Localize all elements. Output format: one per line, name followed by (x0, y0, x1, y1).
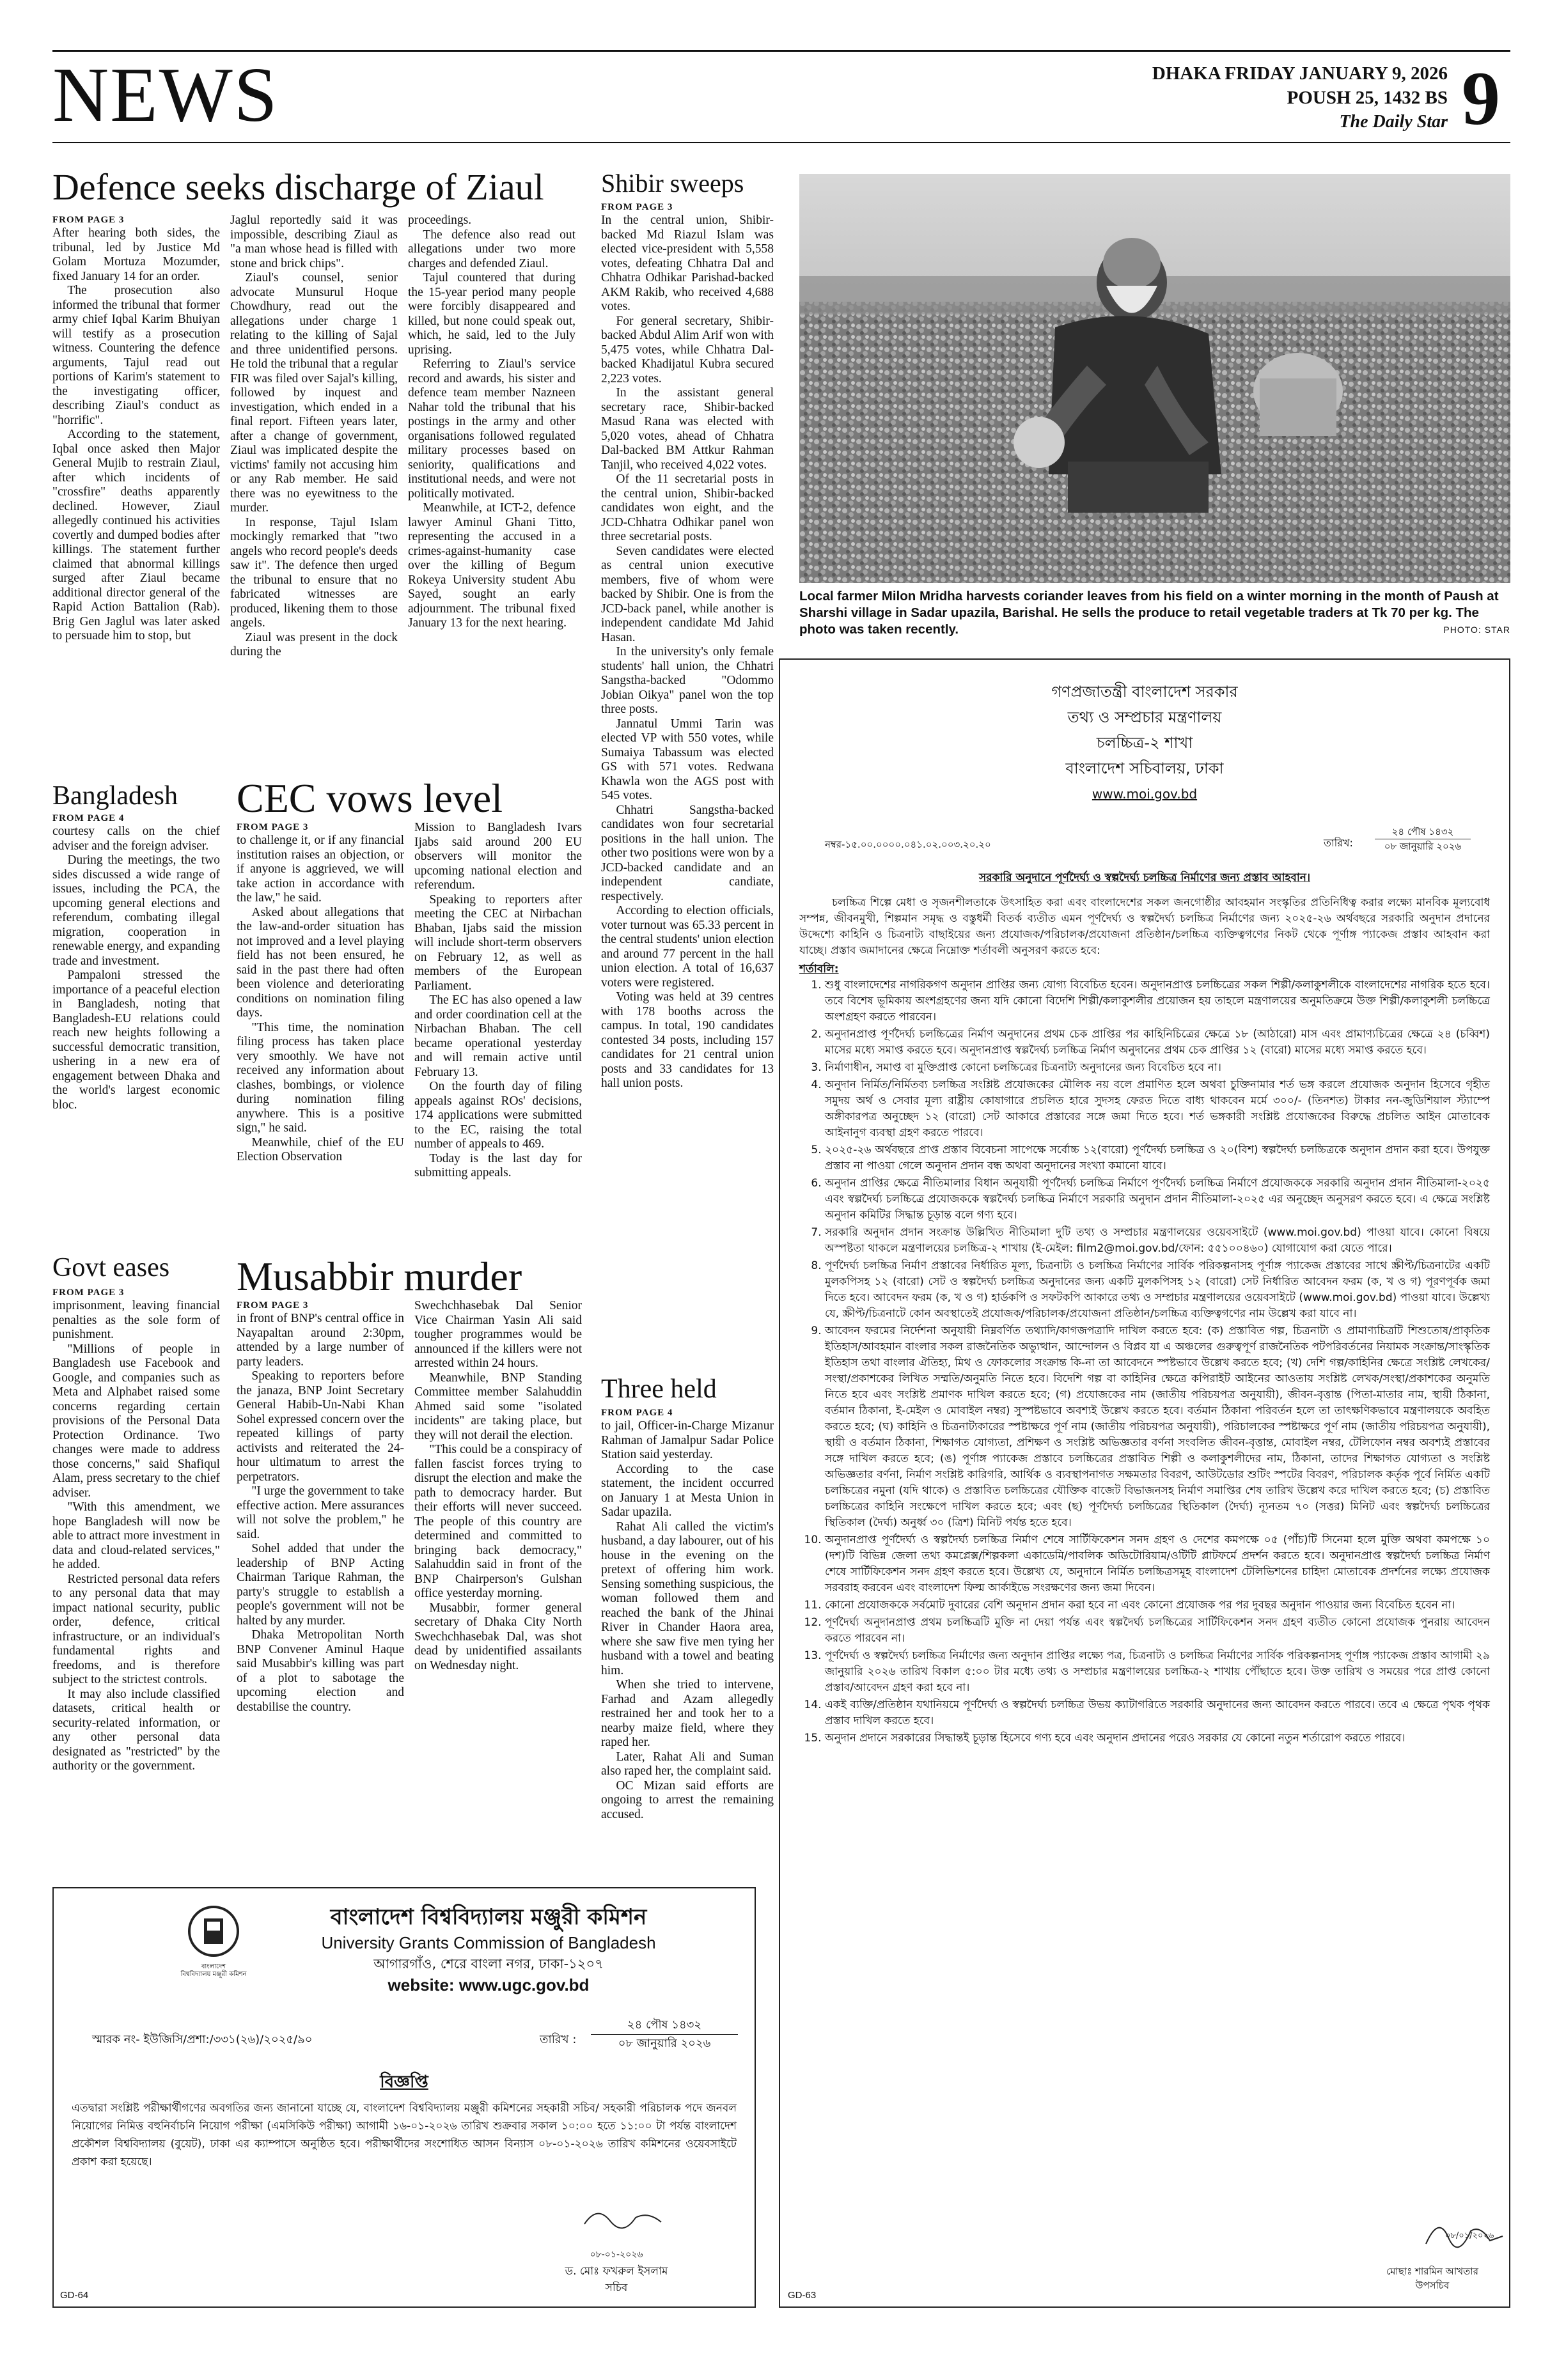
paragraph: Of the 11 secretarial posts in the central union, Shibir-backed candidates won eight, and the JCD-Chhatra Odhikar panel won three secretarial posts. (601, 472, 774, 543)
article-text (52, 1299, 220, 1774)
jump-from: FROM PAGE 4 (601, 1408, 673, 1418)
masthead-rule (52, 142, 1510, 143)
paragraph: For general secretary, Shibir-backed Abdul Alim Arif won with 5,475 votes, while Chhatra Dal-backed Khadijatul Kubra secured 2,223 votes. (601, 314, 774, 385)
defence-col-2 (230, 214, 398, 776)
paragraph: Asked about allegations that the law-and-order situation has not improved and a level playing field has not been ensured, he said in the past there had often been violence and deteriorating conditions on nomination filing days. (237, 905, 404, 1020)
paragraph: Chhatri Sangstha-backed candidates won four secretarial positions in the hall union. The other two positions were won by a JCD-backed candidate and an independent candiate, respectively. (601, 803, 774, 903)
moi-term: 7. সরকারি অনুদান প্রদান সংক্রান্ত উল্লিখিত নীতিমালা দুটি তথ্য ও সম্প্রচার মন্ত্রণালয়ের ওয়েবসাইটে (www.moi.gov.bd) পাওয়া যাবে। কোনো বিষয়ে অস্পষ্টতা থাকলে মন্ত্রণালয়ের চলচ্চিত্র-২ শাখায় (ই-মেইল: film2@moi.gov.bd/ফোন: ৫৫১০০৪৬০) যোগাযোগ করা যেতে পারে। (825, 1225, 1490, 1257)
headline-defence: Defence seeks discharge of Ziaul (52, 166, 544, 208)
article-text (414, 1299, 582, 1673)
paragraph: to jail, Officer-in-Charge Mizanur Rahman of Jamalpur Sadar Police Station said yesterday. (601, 1419, 774, 1461)
paragraph: OC Mizan said efforts are ongoing to arrest the remaining accused. (601, 1778, 774, 1821)
paragraph: proceedings. (408, 214, 472, 227)
moi-term: 1. শুধু বাংলাদেশের নাগরিকগণ অনুদান প্রাপ্তির জন্য যোগ্য বিবেচিত হবেন। অনুদানপ্রাপ্ত চলচ্চিত্রের সকল শিল্পী/কলাকুশলীকে বাংলাদেশের নাগরিক হতে হবে। তবে বিশেষ ভূমিকায় অংশগ্রহণের জন্য যদি কোনো বিদেশি শিল্পী/কলাকুশলীর প্রয়োজন হয় তাহলে মন্ত্রণালয়ের অনুমতিক্রমে উক্ত শিল্পী/কলাকুশলী চলচ্চিত্রে অংশগ্রহণ করতে পারবেন। (825, 977, 1490, 1025)
paragraph: Rahat Ali called the victim's husband, a day labourer, out of his house in the evening on the pretext of offering him work. Sensing something suspicious, the woman followed them and reached the bank of the Jhinai River in Chander Haora area, where she saw five men tying her husband with a towel and beating him. (601, 1520, 774, 1677)
paragraph: "This could be a conspiracy of fallen fascist forces trying to disrupt the election and make the path to democracy harder. But their efforts will never succeed. The people of this country are determined and committed to bringing back democracy," Salahuddin said in front of the BNP Chairperson's Gulshan office yesterday morning. (414, 1443, 582, 1600)
headline-shibir: Shibir sweeps (601, 169, 744, 198)
moi-term: 15. অনুদান প্রদানে সরকারের সিদ্ধান্তই চূড়ান্ত হিসেবে গণ্য হবে এবং অনুদান প্রদানের পরেও সরকার যে কোনো নতুন শর্তারোপ করতে পারবে। (825, 1731, 1490, 1746)
jump-from: FROM PAGE 3 (237, 1300, 309, 1311)
moi-terms-label: শর্তাবলি: (799, 963, 839, 976)
paragraph: Ziaul's counsel, senior advocate Munsurul Hoque Chowdhury, read out the allegations under charge 1 relating to the killing of Sajal and three unidentified persons. He told the tribunal that a regular FIR was filed over Sajal's killing, followed by inquest and investigation, which ended in a final report. Fifteen years later, after a change of government, Ziaul was implicated despite the victims' family not accusing him or any Rab member. He said there was no eyewitness to the murder. (230, 271, 398, 515)
paragraph: It may also include classified datasets, critical health or security-related information, or any other personal data designated as "restricted" by the authority or the government. (52, 1687, 220, 1773)
moi-term: 6. অনুদান প্রাপ্তির ক্ষেত্রে নীতিমালার বিধান অনুযায়ী পূর্ণদৈর্ঘ্য চলচ্চিত্র নির্মাণে পূর্ণদৈর্ঘ্য চলচ্চিত্র নির্মাণে প্রযোজককে সরকারি অনুদান প্রদান নীতিমালা-২০২৫ এবং স্বল্পদৈর্ঘ্য চলচ্চিত্রে প্রযোজককে স্বল্পদৈর্ঘ্য চলচ্চিত্র নির্মাণে সরকারি অনুদান প্রদান নীতিমালা-২০২৫ এর অনুচ্ছেদ অনুসরণ করতে হবে। এ ক্ষেত্রে সংশ্লিষ্ট অনুদান কমিটির সিদ্ধান্ত চূড়ান্ত বলে গণ্য হবে। (825, 1176, 1490, 1224)
ugc-signer-title: সচিব (605, 2282, 628, 2294)
moi-line-2: তথ্য ও সম্প্রচার মন্ত্রণালয় (1067, 708, 1222, 726)
jump-from: FROM PAGE 3 (237, 822, 309, 832)
paragraph: Musabbir, former general secretary of Dhaka City North Swechchhasebak Dal, was shot dead by unidentified assailants on Wednesday night. (414, 1601, 582, 1672)
ugc-title-english: University Grants Commission of Bangladesh (321, 1933, 656, 1952)
moi-term: 4. অনুদান নির্মিত/নির্মিতব্য চলচ্চিত্র সংশ্লিষ্ট প্রযোজকের মৌলিক নয় বলে প্রমাণিত হলে অথবা চুক্তিনামার শর্ত ভঙ্গ করলে প্রযোজক অনুদান হিসেবে গৃহীত সমুদয় অর্থ ও সেবার মূল্য রাষ্ট্রীয় কোষাগারে প্রচলিত হারে সুদসহ ফেরত দিতে বাধ্য থাকবেন মর্মে ৩০০/- (তিনশত) টাকার নন-জুডিশিয়াল স্ট্যাম্পে অঙ্গীকারপত্র অনুচ্ছেদ ১২ (বারো) সেট আকারে প্রস্তাবের সঙ্গে জমা দিতে হবে। শর্ত ভঙ্গকারী সংশ্লিষ্ট প্রযোজকের বিরুদ্ধে প্রচলিত আইন মোতাবেক আইনানুগ ব্যবস্থা গ্রহণ করতে পারবে। (825, 1077, 1490, 1141)
dateline (1152, 61, 1448, 134)
moi-line-3: চলচ্চিত্র-২ শাখা (1096, 734, 1193, 752)
paragraph: In the assistant general secretary race, Shibir-backed Masud Rana was elected with 5,020 votes, ahead of Chhatra Dal-backed BM Attkur Rahman Tanjil, who received 4,022 votes. (601, 386, 774, 472)
moi-term: 5. ২০২৫-২৬ অর্থবছরে প্রাপ্ত প্রস্তাব বিবেচনা সাপেক্ষে সর্বোচ্চ ১২(বারো) পূর্ণদৈর্ঘ্য চলচ্চিত্র ও ২০(বিশ) স্বল্পদৈর্ঘ্য চলচ্চিত্রকে অনুদান প্রদান করা হবে। উপযুক্ত প্রস্তাব না পাওয়া গেলে অনুদান প্রদান বন্ধ অথবা অনুদানের সংখ্যা কমানো যাবে। (825, 1142, 1490, 1174)
paragraph: According to election officials, voter turnout was 65.33 percent in the central students' union election and around 77 percent in the hall union election. A total of 16,637 voters were registered. (601, 904, 774, 990)
paragraph: Today is the last day for submitting appeals. (414, 1151, 582, 1179)
paragraph: On the fourth day of filing appeals against ROs' decisions, 174 applications were submitted to the EC, raising the total number of appeals to 469. (414, 1080, 582, 1151)
paragraph: in front of BNP's central office in Nayapaltan around 2:30pm, attended by a large number of party leaders. (237, 1312, 404, 1369)
date-bengali: POUSH 25, 1432 BS (1287, 88, 1448, 108)
moi-terms-list (799, 977, 1490, 1746)
paragraph: Pampaloni stressed the importance of a peaceful election in Bangladesh, noting that Bangladesh-EU relations could reach new heights following a successful democratic transition, ushering in a new era of engagement between Dhaka and the world's largest economic bloc. (52, 968, 220, 1112)
moi-term: 2. অনুদানপ্রাপ্ত পূর্ণদৈর্ঘ্য চলচ্চিত্রের নির্মাণ অনুদানের প্রথম চেক প্রাপ্তির পর কাহিনিচিত্রের ক্ষেত্রে ১৮ (আঠারো) মাস এবং প্রামাণ্যচিত্রের ক্ষেত্রে ২৪ (চব্বিশ) মাসের মধ্যে সমাপ্ত করতে হবে। অনুদানপ্রাপ্ত স্বল্পদৈর্ঘ্য চলচ্চিত্র নির্মাণ অনুদানের প্রথম চেক প্রাপ্তির ১২ (বারো) মাসের মধ্যে সমাপ্ত করতে হবে। (825, 1027, 1490, 1059)
paragraph: Swechchhasebak Dal Senior Vice Chairman Yasin Ali said tougher programmes would be announced if the killers were not arrested within 24 hours. (414, 1299, 582, 1370)
musabbir-col-1 (237, 1299, 404, 1874)
three-col (601, 1406, 774, 1879)
ugc-notice-title: বিজ্ঞপ্তি (380, 2073, 428, 2092)
cec-col-1 (237, 821, 404, 1268)
page-number: 9 (1462, 56, 1500, 141)
cec-col-2 (414, 821, 582, 1268)
farmer-photo (799, 174, 1510, 583)
paragraph: Meanwhile, chief of the EU Election Observation (237, 1135, 404, 1163)
jump-from: FROM PAGE 4 (52, 813, 125, 823)
paragraph: Speaking to reporters before the janaza, BNP Joint Secretary General Habib-Un-Nabi Khan Sohel expressed concern over the repeated killings of party activists and reiterated the 24-hour ultimatum to arrest the perpetrators. (237, 1369, 404, 1484)
ugc-date-bangla: ২৪ পৌষ ১৪৩২ (591, 2016, 738, 2035)
article-text (408, 214, 575, 631)
headline-cec: CEC vows level (237, 775, 503, 821)
paragraph: Jaglul reportedly said it was impossible, describing Ziaul as "a man whose head is filled with stone and brick chips". (230, 214, 398, 270)
paragraph: "I urge the government to take effective action. Mere assurances will not solve the problem," he said. (237, 1484, 404, 1541)
ugc-website: website: www.ugc.gov.bd (388, 1975, 590, 1995)
headline-govt: Govt eases (52, 1253, 170, 1282)
paragraph: courtesy calls on the chief adviser and the foreign adviser. (52, 825, 220, 853)
photo-caption (799, 588, 1510, 638)
ugc-address: আগারগাঁও, শেরে বাংলা নগর, ঢাকা-১২০৭ (373, 1956, 604, 1972)
paragraph: Mission to Bangladesh Ivars Ijabs said around 200 EU observers will monitor the upcoming national election and referendum. (414, 821, 582, 892)
moi-letterhead (780, 679, 1509, 807)
paragraph: Later, Rahat Ali and Suman also raped her, the complaint said. (601, 1750, 774, 1778)
moi-date (1375, 825, 1471, 853)
moi-term: 11. কোনো প্রযোজককে সর্বমোট দুবারের বেশি অনুদান প্রদান করা হবে না এবং কোনো প্রযোজক পর পর দুবছর অনুদান পাওয়ার জন্য বিবেচিত হবেন না। (825, 1598, 1490, 1614)
paragraph: According to the statement, Iqbal once asked then Major General Mujib to restrain Ziaul, after which incidents of "crossfire" deaths apparently declined. However, Ziaul allegedly continued his activities covertly and dumped bodies after killings. The statement further claimed that abnormal killings surged after Ziaul became additional director general of the Rapid Action Battalion (Rab). Brig Gen Jaglul was later asked to persuade him to stop, but (52, 428, 220, 642)
paragraph: During the meetings, the two sides discussed a wide range of issues, including the PCA, the upcoming general elections and referendum, combating illegal migration, cooperation in renewable energy, and expanding trade and investment. (52, 853, 220, 968)
ugc-gd-code: GD-64 (60, 2290, 89, 2301)
photo-image (799, 174, 1510, 583)
paragraph: Meanwhile, BNP Standing Committee member Salahuddin Ahmed said some "isolated incidents" are taking place, but they will not derail the election. (414, 1371, 582, 1442)
moi-term: 3. নির্মাণাধীন, সমাপ্ত বা মুক্তিপ্রাপ্ত কোনো চলচ্চিত্রের চিত্রনাট্য অনুদানের জন্য বিবেচিত হবে না। (825, 1060, 1490, 1076)
ugc-logo-text: বাংলাদেশ বিশ্ববিদ্যালয় মঞ্জুরী কমিশন (180, 1963, 247, 1978)
paragraph: "With this amendment, we hope Bangladesh will now be able to attract more investment in data and cloud-related services," he added. (52, 1500, 220, 1571)
moi-line-4: বাংলাদেশ সচিবালয়, ঢাকা (1065, 759, 1224, 777)
article-text (237, 1312, 404, 1715)
moi-term: 10. অনুদানপ্রাপ্ত পূর্ণদৈর্ঘ্য ও স্বল্পদৈর্ঘ্য চলচ্চিত্র নির্মাণ শেষে সার্টিফিকেশন সনদ গ্রহণ ও দেশের কমপক্ষে ০৫ (পাঁচ)টি সিনেমা হলে মুক্তি অথবা কমপক্ষে ১০ (দশ)টি বিভিন্ন জেলা তথ্য কমপ্লেক্স/শিল্পকলা একাডেমি/পাবলিক অডিটোরিয়াম/ওটিটি প্লাটফর্মে প্রদর্শন করতে হবে। অনুদানপ্রাপ্ত স্বল্পদৈর্ঘ্য চলচ্চিত্র নির্মাণ শেষে সার্টিফিকেশন সনদ গ্রহণ করতে হবে। উল্লেখ্য যে, অনুদানে নির্মিত চলচ্চিত্রসমূহ বাংলাদেশ টেলিভিশনের চাহিদা মোতাবেক প্রদর্শনের লক্ষ্যে প্রযোজক সরবরাহ করবেন এবং বাংলাদেশ ফিল্ম আর্কাইভে সংরক্ষণের জন্য জমা দিবেন। (825, 1532, 1490, 1596)
caption-text: Local farmer Milon Mridha harvests coriander leaves from his field on a winter morning in the month of Paush at Sharshi village in Sadar upazila, Barishal. He sells the produce to retail vegetable traders at Tk 70 per kg. The photo was taken recently. (799, 589, 1499, 637)
moi-date-label: তারিখ: (1324, 837, 1353, 849)
moi-advertisement (779, 658, 1510, 2308)
paragraph: "Millions of people in Bangladesh use Facebook and Google, and companies such as Meta and Alphabet raised some concerns regarding certain provisions of the Personal Data Protection Ordinance. Two changes were made to address those concerns," said Shafiqul Alam, press secretary to the chief adviser. (52, 1342, 220, 1500)
moi-term: 9. আবেদন ফরমের নির্দেশনা অনুযায়ী নিম্নবর্ণিত তথ্যাদি/কাগজপত্রাদি দাখিল করতে হবে: (ক) প্রস্তাবিত গল্প, চিত্রনাট্য ও প্রামাণ্যচিত্রটি শিশুতোষ/প্রাকৃতিক ইতিহাস/আবহমান বাংলার সকল রাজনৈতিক অভ্যুত্থান, আন্দোলন ও বিপ্লব যা এ অঞ্চলের গুরুত্বপূর্ণ রাজনৈতিক পটপরিবর্তনের নিয়ামক সংক্রান্ত/সাংস্কৃতিক ইতিহাস তথা বাংলার ঐতিহ্য, মিথ ও ফোকলোর সংক্রান্ত কি-না তা আবেদনে স্পষ্টভাবে উল্লেখ করতে হবে; (খ) দেশি গল্প/কাহিনির ক্ষেত্রে সংশ্লিষ্ট লেখকের/সংস্থা/প্রকাশকের লিখিত সম্মতি/অনুমতি নিতে হবে। বিদেশি গল্প বা কাহিনির ক্ষেত্রে কপিরাইট আইনের আওতায় সংশ্লিষ্ট লেখক/সংস্থা/প্রকাশকের অনুমতি নিতে হবে এবং সংশ্লিষ্ট প্রমাণক দাখিল করতে হবে; (গ) প্রযোজকের নাম (জাতীয় পরিচয়পত্র অনুযায়ী), জীবন-বৃত্তান্ত (পিতা-মাতার নাম, স্থায়ী ঠিকানা, বর্তমান ঠিকানা, ই-মেইল ও মোবাইল নম্বর) সুস্পষ্টভাবে অবশ্যই উল্লেখ করতে হবে। বর্তমান ঠিকানা পরিবর্তন হলে তা তাৎক্ষণিকভাবে মন্ত্রণালয়কে অবহিত করতে হবে; (ঘ) কাহিনি ও চিত্রনাট্যকারের স্পষ্টাক্ষরে পূর্ণ নাম (জাতীয় পরিচয়পত্র অনুযায়ী), পরিচালকের স্পষ্টাক্ষরে পূর্ণ নাম (জাতীয় পরিচয়পত্র অনুযায়ী), স্থায়ী ও বর্তমান ঠিকানা, শিক্ষাগত যোগ্যতা, প্রশিক্ষণ ও সংশ্লিষ্ট অভিজ্ঞতার বর্ণনা সংবলিত জীবন-বৃত্তান্ত, মোবাইল নম্বর, টেলিফোন নম্বর অবশ্যই প্রস্তাবের সঙ্গে দাখিল করতে হবে; (ঙ) পূর্ণাঙ্গ প্যাকেজ প্রস্তাবে চলচ্চিত্রের প্রস্তাবিত শিল্পী ও কলাকুশলীদের নাম, ঠিকানা, তাদের শিক্ষাগত যোগ্যতা ও সংশ্লিষ্ট অভিজ্ঞতার বর্ণনা, নির্মাণ সংশ্লিষ্ট কারিগরি, আর্থিক ও ব্যবস্থাপনাগত সক্ষমতার বিবরণ, আউটডোর শুটিং স্পটের বিবরণ, পরিচালক কর্তৃক পূর্বে নির্মিত একটি চলচ্চিত্রের নমুনা (যদি থাকে) ও প্রস্তাবিত চলচ্চিত্রের যৌক্তিক বাজেট বিভাজনসহ নির্মাণ সমাপ্তির শেষ তারিখ উল্লেখ করে দাখিল করতে হবে; (চ) প্রস্তাবিত চলচ্চিত্রের কাহিনি সংক্ষেপে দাখিল করতে হবে; এবং (ছ) পূর্ণদৈর্ঘ্য চলচ্চিত্রের স্থিতিকাল (দৈর্ঘ্য) ন্যূনতম ৭০ (সত্তর) মিনিট এবং স্বল্পদৈর্ঘ্য চলচ্চিত্রের স্থিতিকাল (দৈর্ঘ্য) অনুর্ধ্ব ৩০ (ত্রিশ) মিনিট পর্যন্ত হতে হবে। (825, 1323, 1490, 1531)
moi-line-1: গণপ্রজাতন্ত্রী বাংলাদেশ সরকার (1051, 683, 1238, 701)
govt-col (52, 1286, 220, 1881)
paragraph: Speaking to reporters after meeting the CEC at Nirbachan Bhaban, Ijabs said the mission will include short-term observers on February 12, as well as members of the European Parliament. (414, 892, 582, 993)
moi-term: 8. পূর্ণদৈর্ঘ্য চলচ্চিত্র নির্মাণ প্রস্তাবের নির্ধারিত মূল্য, চিত্রনাট্য ও চলচ্চিত্র নির্মাণের সার্বিক পরিকল্পনাসহ পূর্ণাঙ্গ প্যাকেজ প্রস্তাবের সাথে স্ক্রীপ্ট/চিত্রনাটের একটি মুলকপিসহ ১২ (বারো) সেট ও স্বল্পদৈর্ঘ্য চলচ্চিত্র অনুদানের জন্য একটি মুলকপিসহ ১২ (বারো) সেট নির্ধারিত আবেদন ফরম (ক, খ ও গ) পূরণপূর্বক জমা দিতে হবে। আবেদন ফরম (ক, খ ও গ) হার্ডকপি ও সফটকপি আকারে তথ্য ও সম্প্রচার মন্ত্রণালয়ের ওয়েবসাইটে (www.moi.gov.bd) পাওয়া যাবে। উল্লেখ্য যে, স্ক্রীপ্ট/চিত্রনাটে কোন অবস্থাতেই প্রযোজক/পরিচালক/প্রযোজনা প্রতিষ্ঠান/চলচ্চিত্র ব্যক্তিত্বগণের নাম উল্লেখ করা যাবে না। (825, 1258, 1490, 1322)
moi-date-bangla: ২৪ পৌষ ১৪৩২ (1375, 825, 1471, 839)
moi-memo-number: নম্বর-১৫.০০.০০০০.০৪১.০২.০০৩.২০.২০ (825, 839, 991, 850)
ugc-logo-icon (175, 1902, 252, 1960)
paragraph: The prosecution also informed the tribunal that former army chief Iqbal Karim Bhuiyan will testify as a prosecution witness. Countering the defence arguments, Tajul read out portions of Karim's statement to the investigating officer, describing Ziaul's conduct as "horrific". (52, 284, 220, 427)
jump-from: FROM PAGE 3 (52, 215, 125, 225)
ugc-signature (578, 2202, 668, 2237)
paragraph: Referring to Ziaul's service record and awards, his sister and defence team member Nazneen Nahar told the tribunal that his postings in the army and other organisations followed regulated military processes based on seniority, qualifications and institutional needs, and were not politically motivated. (408, 357, 575, 501)
brand-logo: The Daily Star (1339, 112, 1448, 132)
ugc-advertisement (52, 1887, 756, 2308)
paragraph: Voting was held at 39 centres with 178 booths across the campus. In total, 190 candidates contested 34 posts, including 157 candidates for 21 central union posts and 33 candidates for 13 hall union posts. (601, 990, 774, 1090)
paragraph: Sohel added that under the leadership of BNP Acting Chairman Tarique Rahman, the party's struggle to establish a people's government will not be halted by any murder. (237, 1542, 404, 1628)
moi-term: 12. পূর্ণদৈর্ঘ্য অনুদানপ্রাপ্ত প্রথম চলচ্চিত্রটি মুক্তি না দেয়া পর্যন্ত এবং স্বল্পদৈর্ঘ্য চলচ্চিত্রের সার্টিফিকেশন সনদ গ্রহণ ব্যতীত কোনো প্রযোজক পুনরায় আবেদন করতে পারবেন না। (825, 1615, 1490, 1647)
paragraph: Meanwhile, at ICT-2, defence lawyer Aminul Ghani Titto, representing the accused in a crimes-against-humanity case over the killing of Begum Rokeya University student Abu Sayed, sought an early adjournment. The tribunal fixed January 13 for the next hearing. (408, 501, 575, 630)
moi-term: 14. একই ব্যক্তি/প্রতিষ্ঠান যথানিয়মে পূর্ণদৈর্ঘ্য ও স্বল্পদৈর্ঘ্য চলচ্চিত্র উভয় ক্যাটাগরিতে সরকারি অনুদানের জন্য আবেদন করতে পারবে। তবে এ ক্ষেত্রে পৃথক পৃথক প্রস্তাব দাখিল করতে হবে। (825, 1697, 1490, 1729)
moi-signer-title: উপসচিব (1415, 2280, 1450, 2291)
shibir-col (601, 201, 774, 1345)
jump-from: FROM PAGE 3 (52, 1287, 125, 1298)
ugc-title-bengali: বাংলাদেশ বিশ্ববিদ্যালয় মঞ্জুরী কমিশন (330, 1904, 647, 1930)
paragraph: Jannatul Ummi Tarin was elected VP with 550 votes, while Sumaiya Tabassum was elected GS with 571 votes. Redwana Khawla won the AGS post with 545 votes. (601, 717, 774, 802)
defence-col-3 (408, 214, 575, 776)
paragraph: In the university's only female students' hall union, the Chhatri Sangstha-backed "Odommo Jobian Oikya" panel won the top three posts. (601, 645, 774, 716)
article-text (52, 226, 220, 644)
moi-website: www.moi.gov.bd (1092, 786, 1198, 802)
paragraph: The EC has also opened a law and order coordination cell at the Nirbachan Bhaban. The cell became operational yesterday and will remain active until February 13. (414, 993, 582, 1079)
moi-intro: চলচ্চিত্র শিল্পে মেধা ও সৃজনশীলতাকে উৎসাহিত করা এবং বাংলাদেশের সকল জনগোষ্ঠীর আবহমান সংস্কৃতির প্রতিনিধিত্ব করার লক্ষ্যে মানবিক মূল্যবোধ সম্পন্ন, জীবনমুখী, শিল্পমান সমৃদ্ধ ও বস্তুধর্মী বিতর্ক ব্যতীত এমন পূর্ণদৈর্ঘ্য ও স্বল্পদৈর্ঘ্য চলচ্চিত্র নির্মাণের জন্য ২০২৫-২৬ অর্থবছরে সরকারি অনুদান প্রদানের উদ্দেশ্যে কাহিনি ও চিত্রনাট্য বাছাইয়ের জন্য প্রযোজক/পরিচালক/প্রযোজনা প্রতিষ্ঠান/চলচ্চিত্র ব্যক্তিত্বগণের নিকট থেকে পূর্ণাঙ্গ প্যাকেজ প্রস্তাব আহবান করা যাচ্ছে। প্রস্তাব জমাদানের ক্ষেত্রে নিম্নোক্ত শর্তাবলী অনুসরণ করতে হবে: (799, 896, 1490, 957)
paragraph: imprisonment, leaving financial penalties as the sole form of punishment. (52, 1299, 220, 1341)
jump-from: FROM PAGE 3 (601, 202, 673, 212)
ugc-signer (521, 2246, 712, 2296)
moi-term: 13. পূর্ণদৈর্ঘ্য ও স্বল্পদৈর্ঘ্য চলচ্চিত্র নির্মাণের জন্য অনুদান প্রাপ্তির লক্ষ্যে পত্র, চিত্রনাট্য ও চলচ্চিত্র নির্মাণের সার্বিক পরিকল্পনাসহ পূর্ণাঙ্গ প্যাকেজ প্রস্তাব আগামী ২৯ জানুয়ারি ২০২৬ তারিখ বিকাল ৫:০০ টার মধ্যে তথ্য ও সম্প্রচার মন্ত্রণালয়ের চলচ্চিত্র-২ শাখায় পৌঁছাতে হবে। উক্ত তারিখ ও সময়ের পরে প্রাপ্ত কোনো প্রস্তাব/আবেদন গ্রহণ করা হবে না। (825, 1648, 1490, 1696)
article-text (230, 214, 398, 660)
ugc-signer-name: ড. মোঃ ফখরুল ইসলাম (565, 2265, 668, 2278)
paragraph: In the central union, Shibir-backed Md Riazul Islam was elected vice-president with 5,558 votes, defeating Chhatra Dal and Chhatra Odhikar Parishad-backed AKM Rakib, who received 4,688 votes. (601, 214, 774, 313)
ugc-logo (175, 1902, 252, 1986)
article-text (52, 825, 220, 1112)
paragraph: Restricted personal data refers to any personal data that may impact national security, public order, defence, critical infrastructure, or an individual's fundamental rights and freedoms, and is therefore subject to the strictest controls. (52, 1572, 220, 1686)
moi-date-gregorian: ০৮ জানুয়ারি ২০২৬ (1384, 841, 1462, 852)
headline-musabbir: Musabbir murder (237, 1254, 522, 1299)
signature-mark (578, 2202, 668, 2234)
paragraph: When she tried to intervene, Farhad and Azam allegedly restrained her and took her to a nearby maize field, where they raped her. (601, 1678, 774, 1749)
moi-signer (1368, 2264, 1496, 2292)
paragraph: Tajul countered that during the 15-year period many people were forcibly disappeared and killed, but none could speak out, which, he said, led to the July uprising. (408, 271, 575, 357)
moi-body (799, 895, 1490, 1748)
ugc-body: এতদ্বারা সংশ্লিষ্ট পরীক্ষার্থীগণের অবগতির জন্য জানানো যাচ্ছে যে, বাংলাদেশ বিশ্ববিদ্যালয় মঞ্জুরী কমিশনের সহকারী সচিব/ সহকারী পরিচালক পদে জনবল নিয়োগের নিমিত্ত বহুনির্বাচনি নিয়োগ পরীক্ষা (এমসিকিউ পরীক্ষা) আগামী ১৬-০১-২০২৬ তারিখ শুক্রবার সকাল ১০:০০ হতে ১১:০০ টা পর্যন্ত বাংলাদেশ প্রকৌশল বিশ্ববিদ্যালয় (বুয়েট), ঢাকা এর ক্যাম্পাসে অনুষ্ঠিত হবে। পরীক্ষার্থীদের সংশোধিত আসন বিন্যাস ০৮-০১-২০২৬ তারিখ কমিশনের ওয়েবসাইটে প্রকাশ করা হয়েছে। (72, 2102, 737, 2168)
paragraph: After hearing both sides, the tribunal, led by Justice Md Golam Mortuza Mozumder, fixed January 14 for an order. (52, 226, 220, 283)
defence-col-1 (52, 214, 220, 776)
paragraph: In response, Tajul Islam mockingly remarked that "two angels who record people's deeds saw it". The defence then urged the tribunal to ensure that no fabricated witnesses are produced, likening them to those angels. (230, 515, 398, 630)
ugc-signature-date: ০৮-০১-২০২৬ (590, 2250, 643, 2260)
paragraph: to challenge it, or if any financial institution raises an objection, or if anyone is aggrieved, we will take action in accordance with the law," he said. (237, 834, 404, 905)
moi-gd-code: GD-63 (788, 2290, 817, 2301)
article-text (601, 214, 774, 1091)
bangladesh-col (52, 812, 220, 1247)
article-text (414, 821, 582, 1181)
ugc-letterhead (265, 1902, 712, 1996)
article-text (601, 1419, 774, 1822)
article-text (237, 834, 404, 1165)
paragraph: Ziaul was present in the dock during the (230, 630, 398, 658)
paragraph: According to the case statement, the incident occurred on January 1 at Mesta Union in Sadar upazila. (601, 1462, 774, 1519)
ugc-date (591, 2016, 738, 2053)
moi-signer-name: মোছাঃ শারমিন আখতার (1386, 2266, 1478, 2277)
ugc-date-gregorian: ০৮ জানুয়ারি ২০২৬ (618, 2037, 711, 2050)
ugc-memo-number: স্মারক নং- ইউজিসি/প্রশা:/৩৩১(২৬)/২০২৫/৯০ (92, 2033, 313, 2046)
photo-credit: PHOTO: STAR (1443, 625, 1510, 635)
headline-three: Three held (601, 1374, 717, 1404)
section-title: NEWS (52, 52, 279, 138)
moi-signature-date: ০৮/০১/২০২৬ (1445, 2231, 1494, 2241)
headline-bangladesh: Bangladesh (52, 781, 178, 811)
paragraph: Dhaka Metropolitan North BNP Convener Aminul Haque said Musabbir's killing was part of a plot to sabotage the upcoming election and destabilise the country. (237, 1628, 404, 1714)
paragraph: The defence also read out allegations under two more charges and defended Ziaul. (408, 228, 575, 270)
moi-subject: সরকারি অনুদানে পূর্ণদৈর্ঘ্য ও স্বল্পদৈর্ঘ্য চলচ্চিত্র নির্মাণের জন্য প্রস্তাব আহবান। (978, 871, 1311, 884)
date-english: DHAKA FRIDAY JANUARY 9, 2026 (1152, 63, 1448, 84)
paragraph: Seven candidates were elected as central union executive members, five of whom were backed by Shibir. One is from the JCD-back panel, while another is independent candidate Md Jahid Hasan. (601, 544, 774, 644)
paragraph: "This time, the nomination filing process has taken place very smoothly. We have not received any information about clashes, bombings, or violence during nomination filing anywhere. This is a positive sign," he said. (237, 1020, 404, 1135)
musabbir-col-2 (414, 1299, 582, 1874)
ugc-date-label: তারিখ : (540, 2033, 577, 2046)
